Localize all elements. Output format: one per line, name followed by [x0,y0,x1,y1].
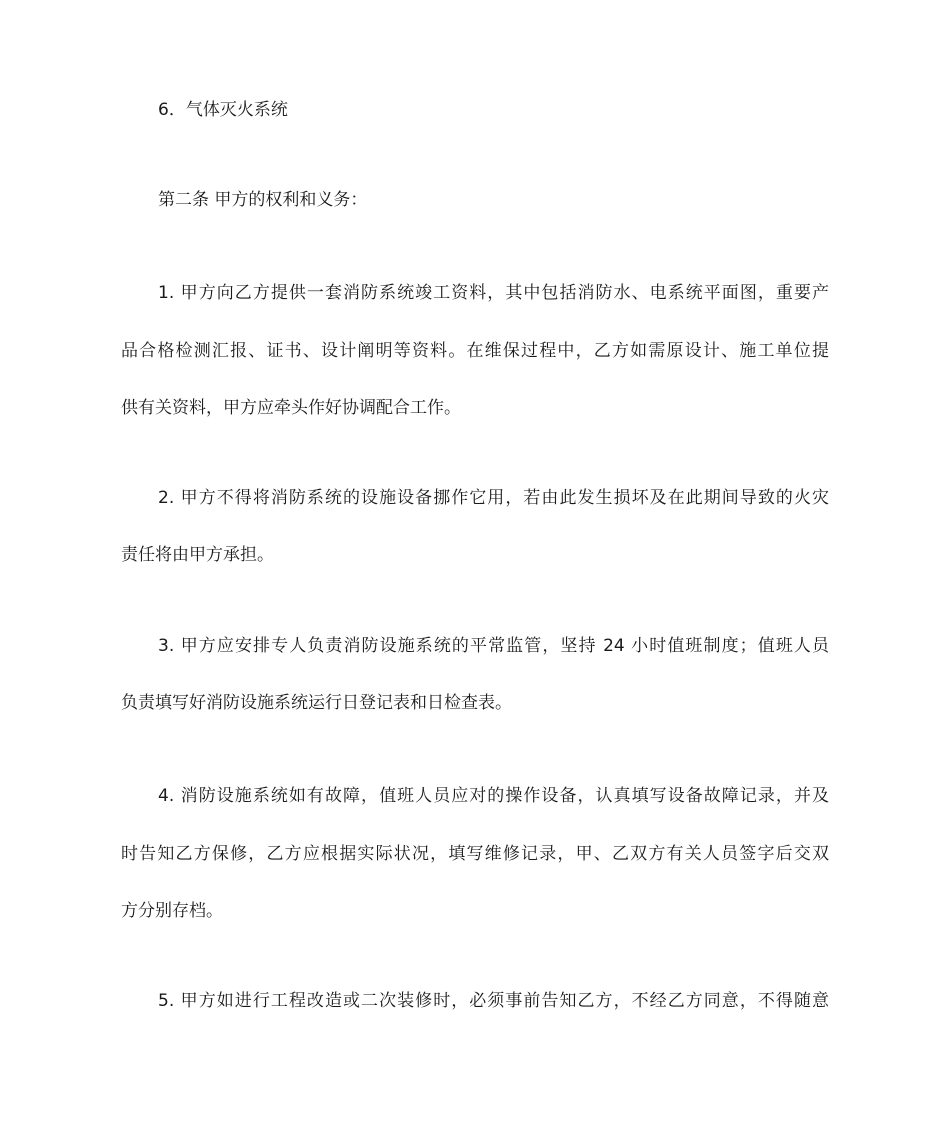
clause-5-line-1: 5. 甲方如进行工程改造或二次装修时，必须事前告知乙方，不经乙方同意，不得随意 [158,991,829,1011]
clause-3-line-1: 3. 甲方应安排专人负责消防设施系统的平常监管，坚持 24 小时值班制度；值班人员 [158,636,829,656]
clause-3-line-2: 负责填写好消防设施系统运行日登记表和日检查表。 [121,693,512,713]
clause-4-line-1: 4. 消防设施系统如有故障，值班人员应对的操作设备，认真填写设备故障记录，并及 [158,786,829,806]
clause-1-line-1: 1. 甲方向乙方提供一套消防系统竣工资料，其中包括消防水、电系统平面图，重要产 [158,283,829,303]
clause-1-line-3: 供有关资料，甲方应牵头作好协调配合工作。 [121,398,461,418]
heading-gas-extinguishing-system: 6．气体灭火系统 [158,100,288,120]
clause-1-line-2: 品合格检测汇报、证书、设计阐明等资料。在维保过程中，乙方如需原设计、施工单位提 [121,341,829,361]
article-two-title: 第二条 甲方的权利和义务： [158,190,368,210]
clause-2-line-2: 责任将由甲方承担。 [121,545,274,565]
clause-4-line-2: 时告知乙方保修，乙方应根据实际状况，填写维修记录，甲、乙双方有关人员签字后交双 [121,844,829,864]
clause-4-line-3: 方分别存档。 [121,901,223,921]
clause-2-line-1: 2. 甲方不得将消防系统的设施设备挪作它用，若由此发生损坏及在此期间导致的火灾 [158,488,829,508]
